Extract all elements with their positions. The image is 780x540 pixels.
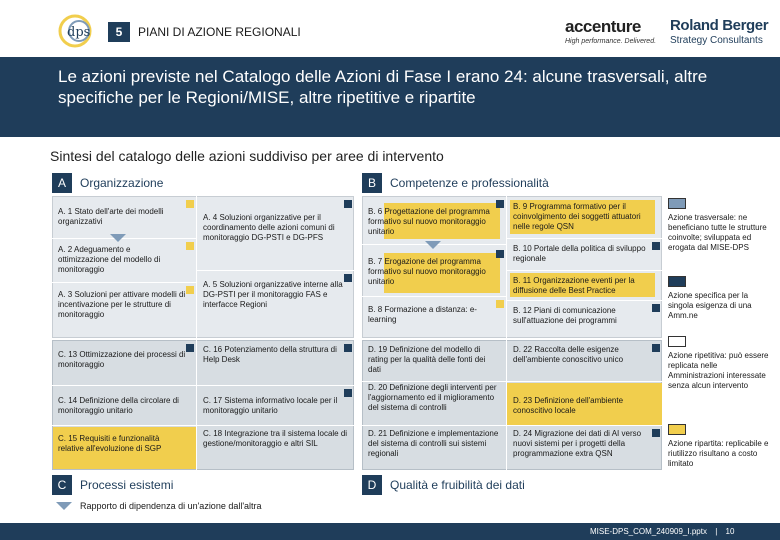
action-a5: A. 5 Soluzioni organizzative interne alla DG-PSTI per il monitoraggio FAS e interfacce Regioni bbox=[203, 280, 343, 309]
action-c16: C. 16 Potenziamento della struttura di Help Desk bbox=[203, 345, 337, 364]
section-title: PIANI DI AZIONE REGIONALI bbox=[138, 25, 301, 39]
action-d22: D. 22 Raccolta delle esigenze dell'ambiente conoscitivo unico bbox=[513, 345, 624, 364]
dependency-note: Rapporto di dipendenza di un'azione dall'altra bbox=[80, 501, 262, 511]
type-marker bbox=[186, 344, 194, 352]
legend-specifica: Azione specifica per la singola esigenza di una Amm.ne bbox=[668, 291, 752, 320]
action-b10: B. 10 Portale della politica di sviluppo regionale bbox=[513, 244, 646, 263]
action-c18: C. 18 Integrazione tra il sistema locale di gestione/monitoraggio e altri SIL bbox=[203, 429, 348, 448]
section-number: 5 bbox=[108, 22, 130, 42]
footer-separator: | bbox=[715, 527, 718, 536]
panel-b-divider bbox=[506, 196, 507, 338]
section-d-label: Qualità e fruibilità dei dati bbox=[390, 478, 525, 492]
action-b9: B. 9 Programma formativo per il coinvolgimento dei soggetti attuatori nelle regole QSN bbox=[513, 202, 641, 231]
footer-code-text: MISE-DPS_COM_240909_I.pptx bbox=[590, 527, 707, 536]
row-divider bbox=[362, 381, 662, 382]
section-a-letter: A bbox=[52, 173, 72, 193]
action-c14: C. 14 Definizione della circolare di monitoraggio unitario bbox=[58, 396, 179, 415]
action-b11: B. 11 Organizzazione eventi per la diffusione delle Best Practice bbox=[513, 276, 635, 295]
type-marker bbox=[344, 200, 352, 208]
row-divider bbox=[362, 296, 506, 297]
section-a-label: Organizzazione bbox=[80, 176, 164, 190]
type-marker bbox=[186, 200, 194, 208]
type-marker bbox=[496, 300, 504, 308]
dps-logo bbox=[58, 14, 96, 48]
action-b12: B. 12 Piani di comunicazione sull'attuazione dei programmi bbox=[513, 306, 617, 325]
action-a3: A. 3 Soluzioni per attivare modelli di incentivazione per le strutture di monitoraggio bbox=[58, 290, 186, 319]
type-marker bbox=[652, 344, 660, 352]
page-subtitle: Sintesi del catalogo delle azioni suddiviso per aree di intervento bbox=[50, 148, 444, 164]
legend-swatch-ripetitiva bbox=[668, 336, 686, 347]
row-divider bbox=[507, 270, 662, 271]
section-c-letter: C bbox=[52, 475, 72, 495]
panel-c-divider bbox=[196, 340, 197, 470]
action-a1: A. 1 Stato dell'arte dei modelli organizzativi bbox=[58, 207, 164, 226]
page-title: Le azioni previste nel Catalogo delle Azioni di Fase I erano 24: alcune trasversali, altre specifiche per le Regioni/MISE, altre ripetitive e ripartite bbox=[58, 67, 708, 107]
row-divider bbox=[52, 385, 354, 386]
section-d-header bbox=[362, 475, 525, 495]
row-divider bbox=[507, 238, 662, 239]
type-marker bbox=[186, 286, 194, 294]
legend-swatch-specifica bbox=[668, 276, 686, 287]
action-a4: A. 4 Soluzioni organizzative per il coordinamento delle azioni comuni di monitoraggio DG-PSTI e DG-PFS bbox=[203, 213, 335, 242]
section-c-header bbox=[52, 475, 173, 495]
action-c17: C. 17 Sistema informativo locale per il monitoraggio unitario bbox=[203, 396, 338, 415]
footer-page-number: 10 bbox=[725, 527, 735, 536]
legend-trasversale: Azione trasversale: ne beneficiano tutte le strutture coinvolte; sviluppata ed erogata dal MISE-DPS bbox=[668, 213, 767, 252]
dependency-arrow-icon bbox=[425, 241, 441, 249]
roland-berger-logo: Roland Berger bbox=[670, 17, 769, 34]
type-marker bbox=[344, 389, 352, 397]
footer-file-code bbox=[590, 527, 734, 536]
action-d21: D. 21 Definizione e implementazione del sistema di controlli sui sistemi regionali bbox=[368, 429, 499, 458]
legend-ripetitiva: Azione ripetitiva: può essere replicata nelle Amministrazioni interessate senza alcun intervento bbox=[668, 351, 769, 390]
type-marker bbox=[496, 250, 504, 258]
row-divider bbox=[507, 300, 662, 301]
type-marker bbox=[496, 200, 504, 208]
row-divider bbox=[52, 282, 196, 283]
row-divider bbox=[197, 270, 354, 271]
legend-swatch-ripartita bbox=[668, 424, 686, 435]
action-d20: D. 20 Definizione degli interventi per l'aggiornamento ed il miglioramento del sistema di controlli bbox=[368, 383, 497, 412]
action-b8: B. 8 Formazione a distanza: e-learning bbox=[368, 305, 477, 324]
section-b-label: Competenze e professionalità bbox=[390, 176, 549, 190]
action-a2: A. 2 Adeguamento e ottimizzazione del modello di monitoraggio bbox=[58, 245, 161, 274]
legend-ripartita: Azione ripartita: replicabile e riutilizzo risultano a costo limitato bbox=[668, 439, 769, 468]
type-marker bbox=[652, 429, 660, 437]
action-c15: C. 15 Requisiti e funzionalità relative all'evoluzione di SGP bbox=[58, 434, 162, 453]
action-d23: D. 23 Definizione dell'ambiente conoscitivo locale bbox=[513, 396, 624, 415]
roland-berger-sub: Strategy Consultants bbox=[670, 35, 763, 46]
section-b-header bbox=[362, 173, 549, 193]
action-c13: C. 13 Ottimizzazione dei processi di monitoraggio bbox=[58, 350, 186, 369]
section-b-letter: B bbox=[362, 173, 382, 193]
type-marker bbox=[652, 304, 660, 312]
dependency-legend-arrow-icon bbox=[56, 502, 72, 510]
row-divider bbox=[362, 425, 662, 426]
type-marker bbox=[652, 242, 660, 250]
dps-logo-text: dps bbox=[67, 25, 91, 40]
action-d19: D. 19 Definizione del modello di rating per la qualità delle fonti dei dati bbox=[368, 345, 486, 374]
accenture-logo: accenture bbox=[565, 17, 641, 36]
accenture-tagline: High performance. Delivered. bbox=[565, 38, 657, 45]
panel-a-divider bbox=[196, 196, 197, 338]
row-divider bbox=[52, 425, 354, 426]
action-d24: D. 24 Migrazione dei dati di AI verso nuovi sistemi per i progetti della programmazione extra QSN bbox=[513, 429, 642, 458]
dependency-arrow-icon bbox=[110, 234, 126, 242]
action-b6: B. 6 Progettazione del programma formativo sul nuovo monitoraggio unitario bbox=[368, 207, 490, 236]
section-a-header bbox=[52, 173, 163, 193]
type-marker bbox=[186, 242, 194, 250]
type-marker bbox=[344, 274, 352, 282]
legend-swatch-trasversale bbox=[668, 198, 686, 209]
section-d-letter: D bbox=[362, 475, 382, 495]
action-b7: B. 7 Erogazione del programma formativo sul nuovo monitoraggio unitario bbox=[368, 257, 486, 286]
type-marker bbox=[344, 344, 352, 352]
section-c-label: Processi esistemi bbox=[80, 478, 174, 492]
